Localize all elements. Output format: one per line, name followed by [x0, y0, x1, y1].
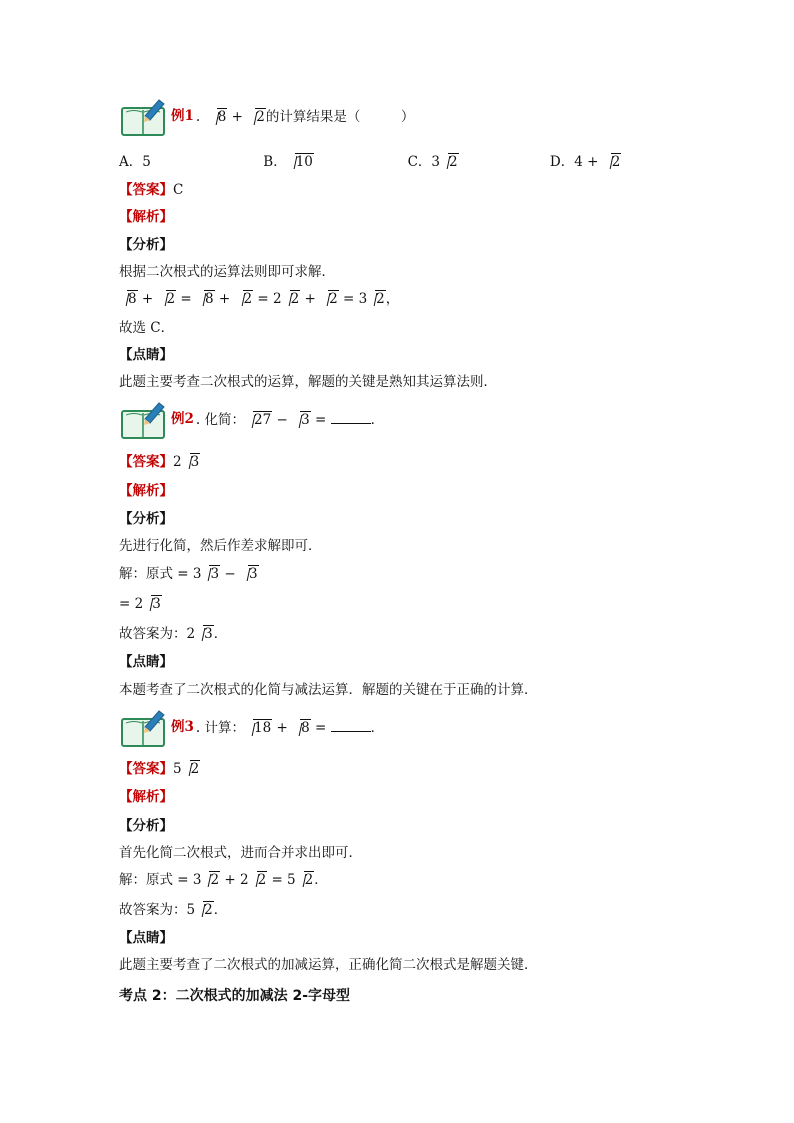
sqrt-2 — [196, 901, 214, 919]
step-prefix: 解：原式 = 3 — [119, 872, 202, 888]
question-suffix: 的计算结果是（ ） — [265, 109, 415, 125]
book-pencil-icon — [119, 98, 169, 138]
sqrt-2 — [441, 153, 459, 171]
choice-a: A．5 — [119, 154, 151, 170]
dianjing-line — [119, 929, 173, 947]
example-question: . 计算： 18 + 8 = ． — [195, 720, 385, 736]
conclusion-prefix: 故答案为：2 — [119, 626, 196, 642]
fenxi-text: 根据二次根式的运算法则即可求解． — [119, 264, 335, 280]
book-pencil-icon — [119, 709, 169, 749]
sqrt-8 — [120, 290, 138, 308]
calculation-line: 8 + 2 = 8 + 2 = 2 2 + 2 = 3 2， — [119, 290, 399, 308]
sqrt-3 — [293, 412, 311, 428]
section-title: 考点 2：二次根式的加减法 2-字母型 — [119, 988, 351, 1004]
sqrt-2 — [236, 290, 254, 308]
choices-row — [119, 153, 621, 171]
example-label: 例2 — [171, 411, 194, 427]
radicand: 2 — [256, 109, 265, 125]
answer-tag: 【答案】 — [119, 454, 173, 470]
analysis-line — [119, 482, 173, 500]
fenxi-text: 先进行化简，然后作差求解即可． — [119, 538, 322, 554]
dianjing-line — [119, 346, 173, 364]
dot: . — [195, 412, 201, 428]
dianjing-text: 此题主要考查二次根式的运算，解题的关键是熟知其运算法则． — [119, 374, 497, 390]
question-prefix: 计算： — [204, 720, 245, 736]
sqrt-2 — [283, 290, 301, 308]
radicand: 3 — [210, 566, 220, 582]
step-prefix: 解：原式 = 3 — [119, 566, 202, 582]
choice-b — [263, 153, 403, 171]
example-label: 例1 — [171, 108, 194, 124]
fenxi-line — [119, 817, 173, 835]
sqrt-10 — [288, 153, 314, 171]
question-prefix: 化简： — [204, 412, 245, 428]
dianjing-text: 此题主要考查了二次根式的加减运算，正确化简二次根式是解题关键． — [119, 957, 538, 973]
radicand: 2 — [210, 872, 220, 888]
sqrt-2 — [321, 290, 339, 308]
conclusion: 故答案为：2 3． — [119, 626, 228, 642]
radicand: 3 — [190, 454, 200, 470]
radicand: 2 — [257, 872, 267, 888]
answer-blank — [331, 411, 371, 424]
dianjing-tag: 【点睛】 — [119, 930, 173, 946]
sqrt-2 — [250, 871, 268, 889]
sqrt-8 — [293, 720, 311, 736]
analysis-tag: 【解析】 — [119, 483, 173, 499]
answer-line — [119, 181, 183, 199]
fenxi-line — [119, 510, 173, 528]
choice-label: C．3 — [407, 154, 441, 170]
fenxi-text: 首先化简二次根式，进而合并求出即可． — [119, 845, 362, 861]
choice-c — [408, 153, 546, 171]
sqrt-2 — [604, 153, 622, 171]
dianjing-tag: 【点睛】 — [119, 654, 173, 670]
radicand: 8 — [301, 720, 310, 736]
sqrt-2 — [297, 871, 315, 889]
answer-line — [119, 760, 200, 778]
radicand: 8 — [205, 291, 214, 307]
example-question: . 8 + 2的计算结果是（ ） — [195, 109, 415, 125]
radicand: 3 — [248, 566, 258, 582]
dot: . — [195, 109, 201, 125]
sqrt-2 — [183, 760, 201, 778]
radicand: 8 — [128, 291, 137, 307]
conclusion: 故选 C． — [119, 320, 175, 336]
conclusion: 故答案为：5 2． — [119, 902, 228, 918]
analysis-line — [119, 208, 173, 226]
answer-line — [119, 453, 200, 471]
sqrt-2 — [248, 109, 266, 125]
fenxi-tag: 【分析】 — [119, 511, 173, 527]
radicand: 18 — [254, 720, 272, 736]
sqrt-18 — [246, 720, 272, 736]
dianjing-line — [119, 653, 173, 671]
example-2-header — [119, 401, 384, 441]
punctuation: ， — [385, 291, 400, 307]
answer: 5 — [173, 761, 182, 777]
example-1-header — [119, 98, 414, 138]
sqrt-2 — [202, 871, 220, 889]
fenxi-tag: 【分析】 — [119, 237, 173, 253]
example-3-header — [119, 709, 384, 749]
radicand: 2 — [304, 872, 314, 888]
analysis-tag: 【解析】 — [119, 209, 173, 225]
sqrt-3 — [144, 595, 162, 613]
radicand: 3 — [301, 412, 310, 428]
step-2 — [119, 595, 162, 613]
answer-tag: 【答案】 — [119, 182, 173, 198]
step-1: 解：原式 = 3 2 + 2 2 = 5 2． — [119, 872, 328, 888]
answer-tag: 【答案】 — [119, 761, 173, 777]
radicand: 8 — [217, 109, 227, 125]
fenxi-line — [119, 236, 173, 254]
radicand: 10 — [295, 154, 313, 170]
sqrt-3 — [183, 453, 201, 471]
sqrt-3 — [241, 565, 259, 583]
choice-label: D．4 + — [549, 154, 599, 170]
dot: . — [195, 720, 201, 736]
radicand: 2 — [290, 291, 300, 307]
analysis-line — [119, 788, 173, 806]
choice-d — [550, 153, 621, 171]
radicand: 27 — [254, 412, 272, 428]
sqrt-27 — [246, 412, 272, 428]
radicand: 2 — [329, 291, 338, 307]
sqrt-8 — [197, 290, 215, 308]
answer: 2 — [173, 454, 182, 470]
radicand: 2 — [611, 154, 621, 170]
example-label: 例3 — [171, 719, 194, 735]
radicand: 3 — [204, 626, 213, 642]
sqrt-3 — [202, 565, 220, 583]
book-pencil-icon — [119, 401, 169, 441]
radicand: 2 — [166, 291, 176, 307]
sqrt-8 — [210, 109, 228, 125]
step-prefix: = 2 — [119, 596, 144, 612]
example-question: . 化简： 27 − 3 = ． — [195, 412, 385, 428]
radicand: 2 — [190, 761, 200, 777]
sqrt-2 — [159, 290, 177, 308]
radicand: 2 — [449, 154, 458, 170]
radicand: 2 — [376, 291, 385, 307]
sqrt-2 — [368, 290, 386, 308]
analysis-tag: 【解析】 — [119, 789, 173, 805]
conclusion-prefix: 故答案为：5 — [119, 902, 196, 918]
dianjing-text: 本题考查了二次根式的化简与减法运算．解题的关键在于正确的计算． — [119, 682, 538, 698]
choice-label: B． — [263, 154, 287, 170]
answer: C — [173, 182, 184, 198]
dianjing-tag: 【点睛】 — [119, 347, 173, 363]
answer-blank — [331, 719, 371, 732]
fenxi-tag: 【分析】 — [119, 818, 173, 834]
radicand: 2 — [243, 291, 253, 307]
radicand: 2 — [204, 902, 213, 918]
sqrt-3 — [196, 625, 214, 643]
step-1: 解：原式 = 3 3 − 3 — [119, 566, 258, 582]
radicand: 3 — [152, 596, 161, 612]
